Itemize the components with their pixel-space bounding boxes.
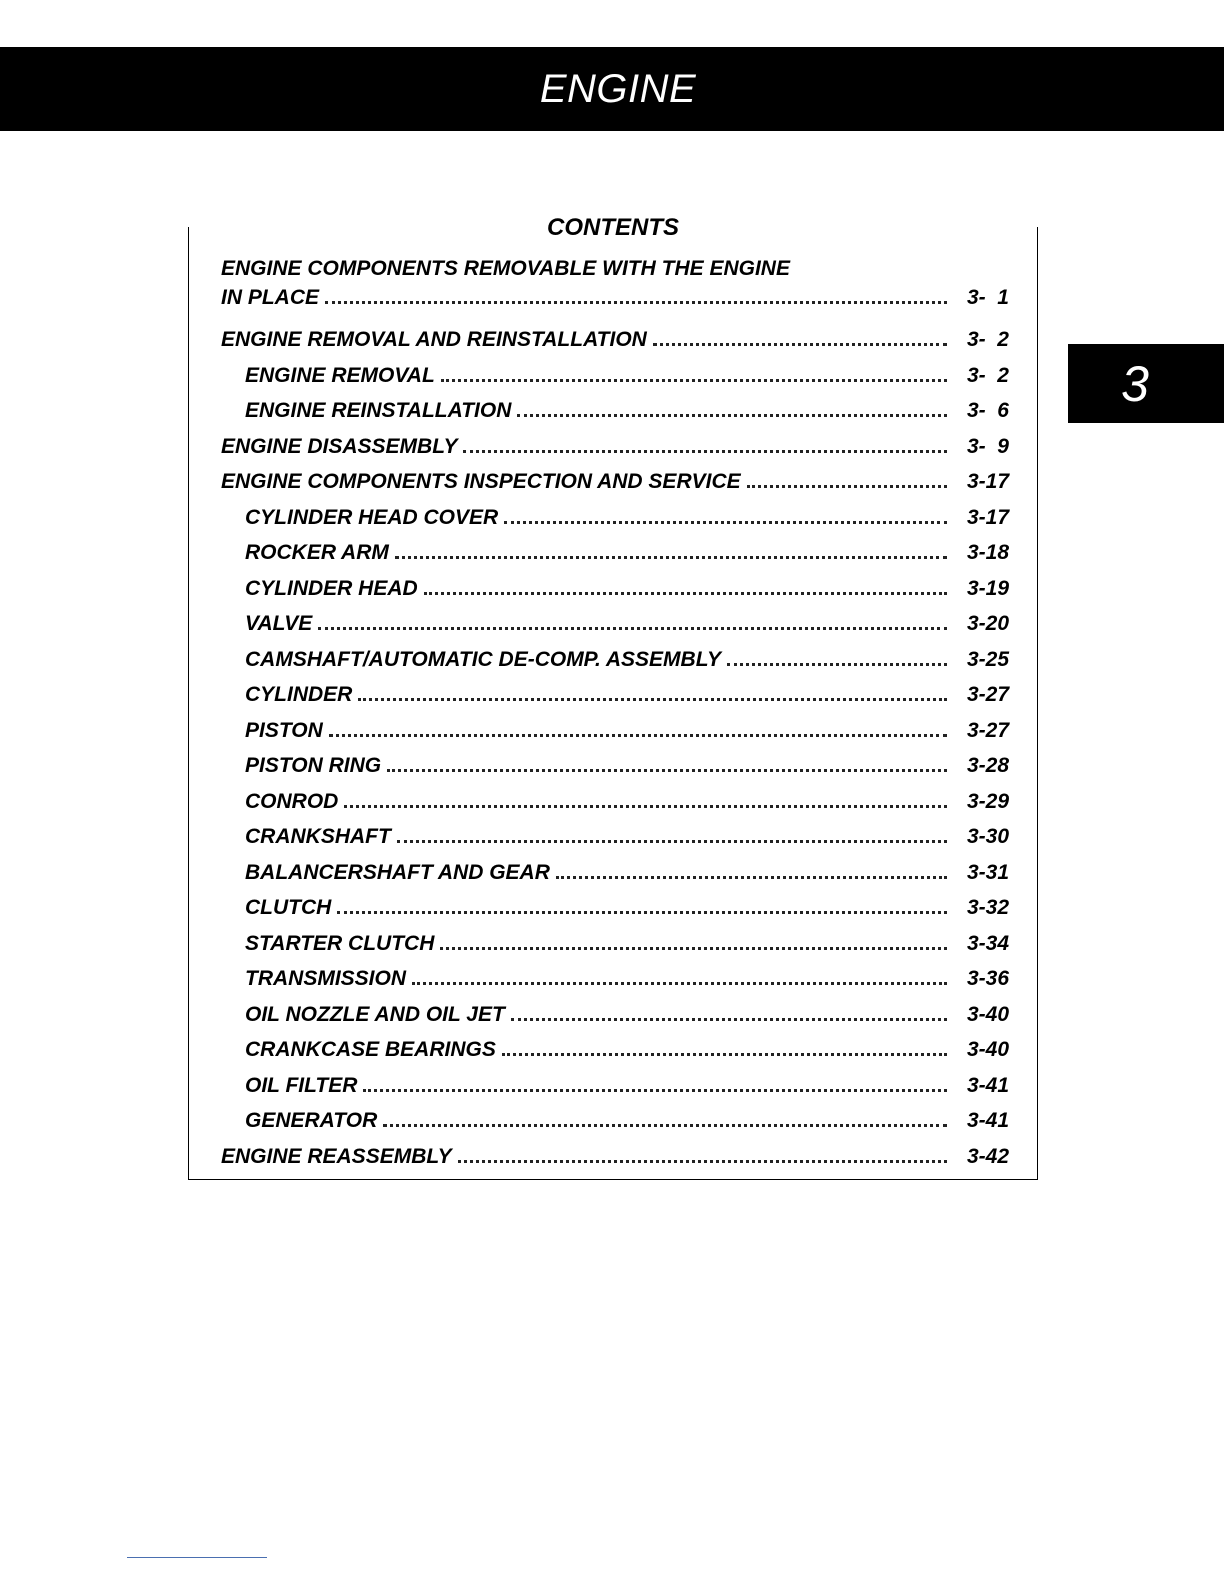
- toc-entry-label: ENGINE REMOVAL AND REINSTALLATION: [221, 328, 647, 351]
- toc-entry-label: CRANKCASE BEARINGS: [245, 1038, 496, 1061]
- toc-entry[interactable]: [221, 574, 1009, 610]
- toc-entry-page: 3-41: [966, 1073, 1009, 1097]
- toc-list: [221, 255, 1009, 1177]
- toc-entry[interactable]: [221, 929, 1009, 965]
- toc-entry-label: OIL NOZZLE AND OIL JET: [245, 1002, 505, 1026]
- toc-entry[interactable]: [221, 361, 1009, 397]
- dot-leader: [727, 663, 947, 666]
- toc-entry[interactable]: [221, 609, 1009, 645]
- toc-entry-page: 3-40: [966, 1002, 1009, 1026]
- toc-entry-label: IN PLACE: [221, 286, 320, 309]
- toc-entry[interactable]: [221, 1000, 1009, 1036]
- toc-entry-line: [221, 964, 1009, 992]
- toc-entry-label: GENERATOR: [245, 1109, 378, 1132]
- toc-entry-line: [221, 680, 1009, 708]
- toc-entry-label: CLUTCH: [245, 896, 332, 919]
- dot-leader: [337, 911, 947, 914]
- toc-entry-label: CYLINDER HEAD COVER: [245, 505, 499, 529]
- toc-entry-label: TRANSMISSION: [245, 967, 407, 990]
- toc-entry-line: [221, 1000, 1009, 1028]
- toc-entry-line: [221, 1035, 1009, 1063]
- toc-entry[interactable]: [221, 1106, 1009, 1142]
- dot-leader: [463, 450, 947, 453]
- toc-entry-page: 3-17: [966, 470, 1009, 493]
- toc-entry-label: BALANCERSHAFT AND GEAR: [245, 860, 550, 884]
- toc-entry-label: ENGINE COMPONENTS INSPECTION AND SERVICE: [221, 470, 741, 493]
- toc-entry-title-line: ENGINE COMPONENTS REMOVABLE WITH THE ENGINE: [221, 257, 790, 280]
- toc-entry-line: [221, 893, 1009, 921]
- toc-entry-label: OIL FILTER: [245, 1073, 358, 1097]
- toc-entry[interactable]: [221, 645, 1009, 681]
- toc-entry-label: CONROD: [245, 789, 339, 813]
- toc-entry-page: 3-27: [966, 718, 1009, 742]
- toc-entry-page: 3-29: [966, 789, 1009, 813]
- toc-entry-line: [221, 467, 1009, 495]
- toc-entry-line: [221, 716, 1009, 744]
- toc-entry-label: STARTER CLUTCH: [245, 931, 435, 955]
- toc-entry-page: 3- 6: [966, 399, 1009, 422]
- toc-entry-page: 3-41: [966, 1109, 1009, 1132]
- toc-entry[interactable]: [221, 432, 1009, 468]
- dot-leader: [502, 1053, 947, 1056]
- dot-leader: [397, 840, 947, 843]
- toc-entry[interactable]: [221, 858, 1009, 894]
- toc-entry-line: [221, 645, 1009, 673]
- table-of-contents: [188, 214, 1038, 1180]
- toc-entry-page: 3-36: [966, 967, 1009, 990]
- toc-entry[interactable]: [221, 503, 1009, 539]
- toc-entry-page: 3- 9: [966, 434, 1009, 458]
- toc-entry-label: ENGINE DISASSEMBLY: [221, 434, 458, 458]
- toc-entry-page: 3- 1: [966, 286, 1009, 309]
- toc-entry-page: 3-27: [966, 683, 1009, 706]
- toc-heading: CONTENTS: [547, 214, 679, 241]
- toc-entry-page: 3-28: [966, 754, 1009, 777]
- toc-entry[interactable]: [221, 680, 1009, 716]
- toc-entry-page: 3-18: [966, 541, 1009, 564]
- toc-entry-line: [221, 1106, 1009, 1134]
- dot-leader: [441, 379, 947, 382]
- toc-entry-label: CYLINDER HEAD: [245, 576, 418, 600]
- toc-entry-page: 3-19: [966, 576, 1009, 600]
- toc-entry-line: [221, 787, 1009, 815]
- dot-leader: [325, 301, 947, 304]
- toc-entry-page: 3-17: [966, 505, 1009, 529]
- toc-entry-label: CRANKSHAFT: [245, 825, 391, 848]
- dot-leader: [511, 1018, 947, 1021]
- toc-entry[interactable]: [221, 822, 1009, 858]
- toc-entry-page: 3-34: [966, 931, 1009, 955]
- toc-entry[interactable]: [221, 1035, 1009, 1071]
- toc-entry[interactable]: [221, 538, 1009, 574]
- toc-entry-page: 3-32: [966, 896, 1009, 919]
- chapter-title: ENGINE: [539, 66, 697, 111]
- toc-entry-page: 3-42: [966, 1144, 1009, 1168]
- toc-entry[interactable]: [221, 787, 1009, 823]
- dot-leader: [653, 343, 947, 346]
- toc-entry-line: [221, 1071, 1009, 1099]
- toc-entry-page: 3-40: [966, 1038, 1009, 1061]
- dot-leader: [329, 734, 947, 737]
- dot-leader: [344, 805, 947, 808]
- toc-entry-page: 3-30: [966, 825, 1009, 848]
- toc-entry[interactable]: [221, 716, 1009, 752]
- toc-entry-label: VALVE: [245, 612, 313, 635]
- toc-entry-line: [221, 396, 1009, 424]
- toc-entry[interactable]: [221, 325, 1009, 361]
- toc-entry-line: [221, 538, 1009, 566]
- toc-entry-line: [221, 283, 1009, 311]
- dot-leader: [504, 521, 947, 524]
- toc-entry[interactable]: [221, 751, 1009, 787]
- dot-leader: [517, 414, 947, 417]
- toc-entry-line: [221, 751, 1009, 779]
- toc-entry-line: [221, 574, 1009, 602]
- toc-entry-line: [221, 822, 1009, 850]
- dot-leader: [363, 1089, 947, 1092]
- toc-entry-label: ENGINE REINSTALLATION: [245, 399, 512, 422]
- dot-leader: [387, 769, 947, 772]
- toc-entry[interactable]: [221, 964, 1009, 1000]
- toc-entry-line: [221, 858, 1009, 886]
- chapter-number: 3: [1121, 355, 1149, 412]
- toc-entry-line: [221, 1142, 1009, 1170]
- footer-rule: [127, 1557, 267, 1558]
- toc-entry[interactable]: [221, 1071, 1009, 1107]
- toc-entry[interactable]: [221, 467, 1009, 503]
- toc-entry-line: [221, 609, 1009, 637]
- toc-entry-label: ENGINE REASSEMBLY: [221, 1144, 452, 1168]
- toc-entry-page: 3-20: [966, 612, 1009, 635]
- toc-entry-label: ENGINE REMOVAL: [245, 363, 435, 387]
- dot-leader: [412, 982, 947, 985]
- dot-leader: [395, 556, 947, 559]
- dot-leader: [440, 947, 947, 950]
- dot-leader: [318, 627, 947, 630]
- toc-entry-label: PISTON RING: [245, 754, 382, 777]
- chapter-title-banner: [0, 47, 1224, 131]
- dot-leader: [458, 1160, 947, 1163]
- toc-entry[interactable]: [221, 893, 1009, 929]
- dot-leader: [424, 592, 947, 595]
- dot-leader: [383, 1124, 947, 1127]
- dot-leader: [747, 485, 947, 488]
- toc-entry[interactable]: [221, 396, 1009, 432]
- toc-entry-page: 3-25: [966, 647, 1009, 671]
- toc-entry[interactable]: [221, 1142, 1009, 1178]
- toc-entry[interactable]: [221, 255, 1009, 325]
- toc-entry-page: 3-31: [966, 860, 1009, 884]
- toc-entry-label: CAMSHAFT/AUTOMATIC DE-COMP. ASSEMBLY: [245, 647, 721, 671]
- dot-leader: [556, 876, 947, 879]
- toc-entry-label: PISTON: [245, 718, 323, 742]
- toc-entry-page: 3- 2: [966, 363, 1009, 387]
- toc-entry-label: ROCKER ARM: [245, 541, 389, 564]
- toc-entry-label: CYLINDER: [245, 683, 353, 706]
- chapter-tab: [1068, 344, 1224, 423]
- toc-entry-line: [221, 325, 1009, 353]
- toc-entry-line: [221, 503, 1009, 531]
- toc-entry-line: [221, 361, 1009, 389]
- toc-entry-line: [221, 929, 1009, 957]
- toc-entry-line: [221, 432, 1009, 460]
- dot-leader: [358, 698, 947, 701]
- toc-entry-page: 3- 2: [966, 328, 1009, 351]
